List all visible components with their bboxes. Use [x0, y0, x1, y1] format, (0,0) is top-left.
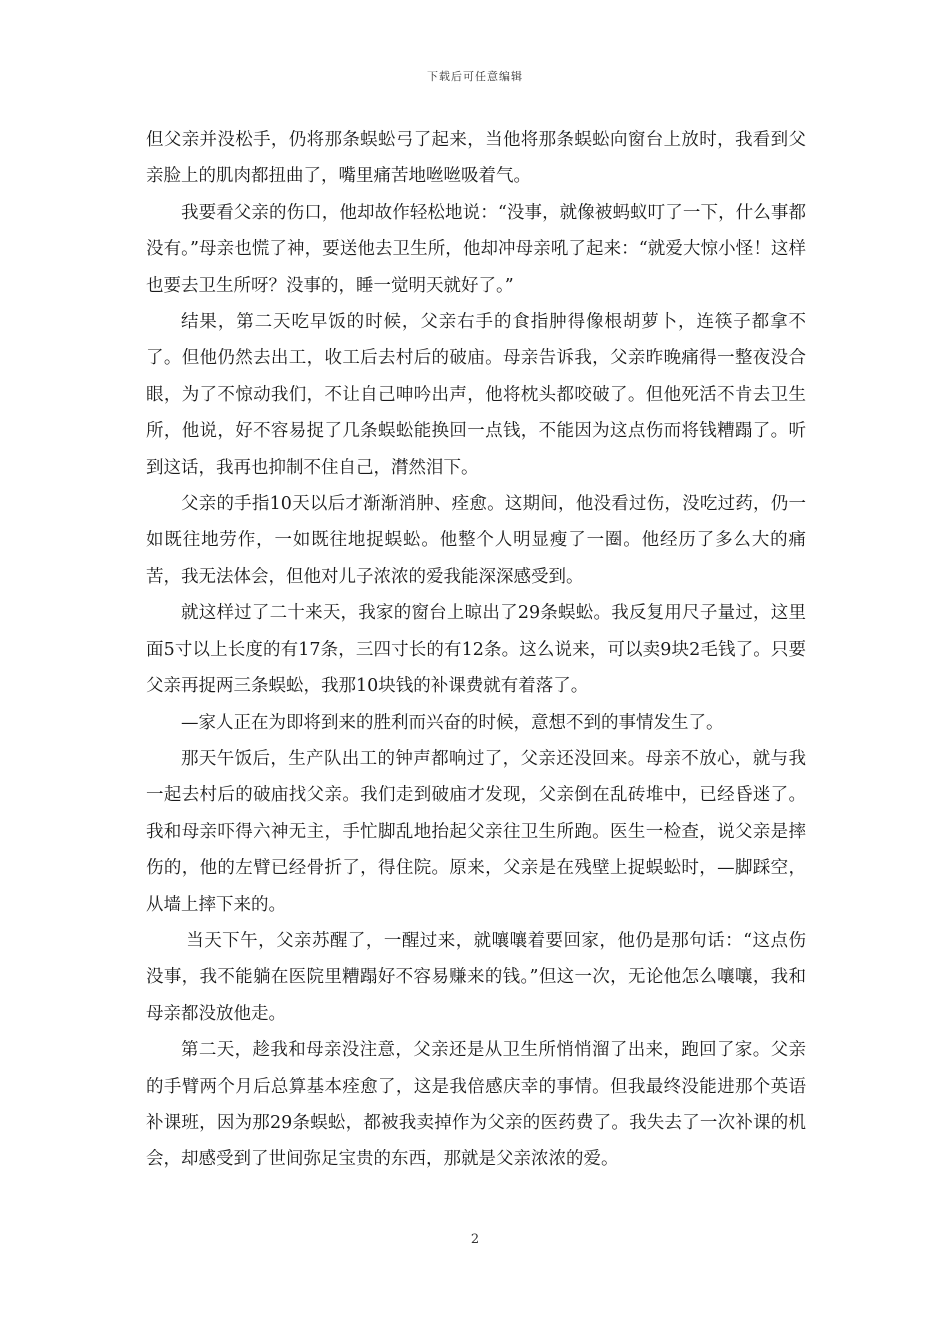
paragraph-4: 父亲的手指10天以后才渐渐消肿、痊愈。这期间，他没看过伤，没吃过药，仍一如既往地劳作，一如既往地捉蜈蚣。他整个人明显瘦了一圈。他经历了多么大的痛苦，我无法体会，但他对儿子浓浓的爱我能深深感受到。 [146, 494, 806, 587]
body-text [146, 122, 806, 1178]
page-number: 2 [470, 1232, 480, 1247]
paragraph-6: —家人正在为即将到来的胜利而兴奋的时候，意想不到的事情发生了。 [181, 712, 724, 733]
paragraph-7: 那天午饭后，生产队出工的钟声都响过了，父亲还没回来。母亲不放心，就与我一起去村后的破庙找父亲。我们走到破庙才发现，父亲倒在乱砖堆中，已经昏迷了。我和母亲吓得六神无主，手忙脚乱地抬起父亲往卫生所跑。医生一检查，说父亲是摔伤的，他的左臂已经骨折了，得住院。原来，父亲是在残壁上捉蜈蚣时，—脚踩空，从墙上摔下来的。 [146, 748, 806, 915]
paragraph-5: 就这样过了二十来天，我家的窗台上晾出了29条蜈蚣。我反复用尺子量过，这里面5寸以上长度的有17条，三四寸长的有12条。这么说来，可以卖9块2毛钱了。只要父亲再捉两三条蜈蚣，我那10块钱的补课费就有着落了。 [146, 603, 806, 697]
page-header: 下载后可任意编辑 [427, 70, 523, 83]
paragraph-8: 当天下午，父亲苏醒了，一醒过来，就嚷嚷着要回家，他仍是那句话：“这点伤没事，我不能躺在医院里糟蹋好不容易赚来的钱。”但这一次，无论他怎么嚷嚷，我和母亲都没放他走。 [146, 930, 806, 1024]
paragraph-9: 第二天，趁我和母亲没注意，父亲还是从卫生所悄悄溜了出来，跑回了家。父亲的手臂两个月后总算基本痊愈了，这是我倍感庆幸的事情。但我最终没能进那个英语补课班，因为那29条蜈蚣，都被我卖掉作为父亲的医药费了。我失去了一次补课的机会，却感受到了世间弥足宝贵的东西，那就是父亲浓浓的爱。 [146, 1040, 806, 1170]
paragraph-1: 但父亲并没松手，仍将那条蜈蚣弓了起来，当他将那条蜈蚣向窗台上放时，我看到父亲脸上的肌肉都扭曲了，嘴里痛苦地咝咝吸着气。 [146, 130, 806, 187]
paragraph-2: 我要看父亲的伤口，他却故作轻松地说：“没事，就像被蚂蚁叮了一下，什么事都没有。”母亲也慌了神，要送他去卫生所，他却冲母亲吼了起来：“就爱大惊小怪！这样也要去卫生所呀？没事的，睡一觉明天就好了。” [146, 202, 806, 296]
paragraph-3: 结果，第二天吃早饭的时候，父亲右手的食指肿得像根胡萝卜，连筷子都拿不了。但他仍然去出工，收工后去村后的破庙。母亲告诉我，父亲昨晚痛得一整夜没合眼，为了不惊动我们，不让自己呻吟出声，他将枕头都咬破了。但他死活不肯去卫生所，他说，好不容易捉了几条蜈蚣能换回一点钱，不能因为这点伤而将钱糟蹋了。听到这话，我再也抑制不住自己，潸然泪下。 [146, 312, 806, 478]
